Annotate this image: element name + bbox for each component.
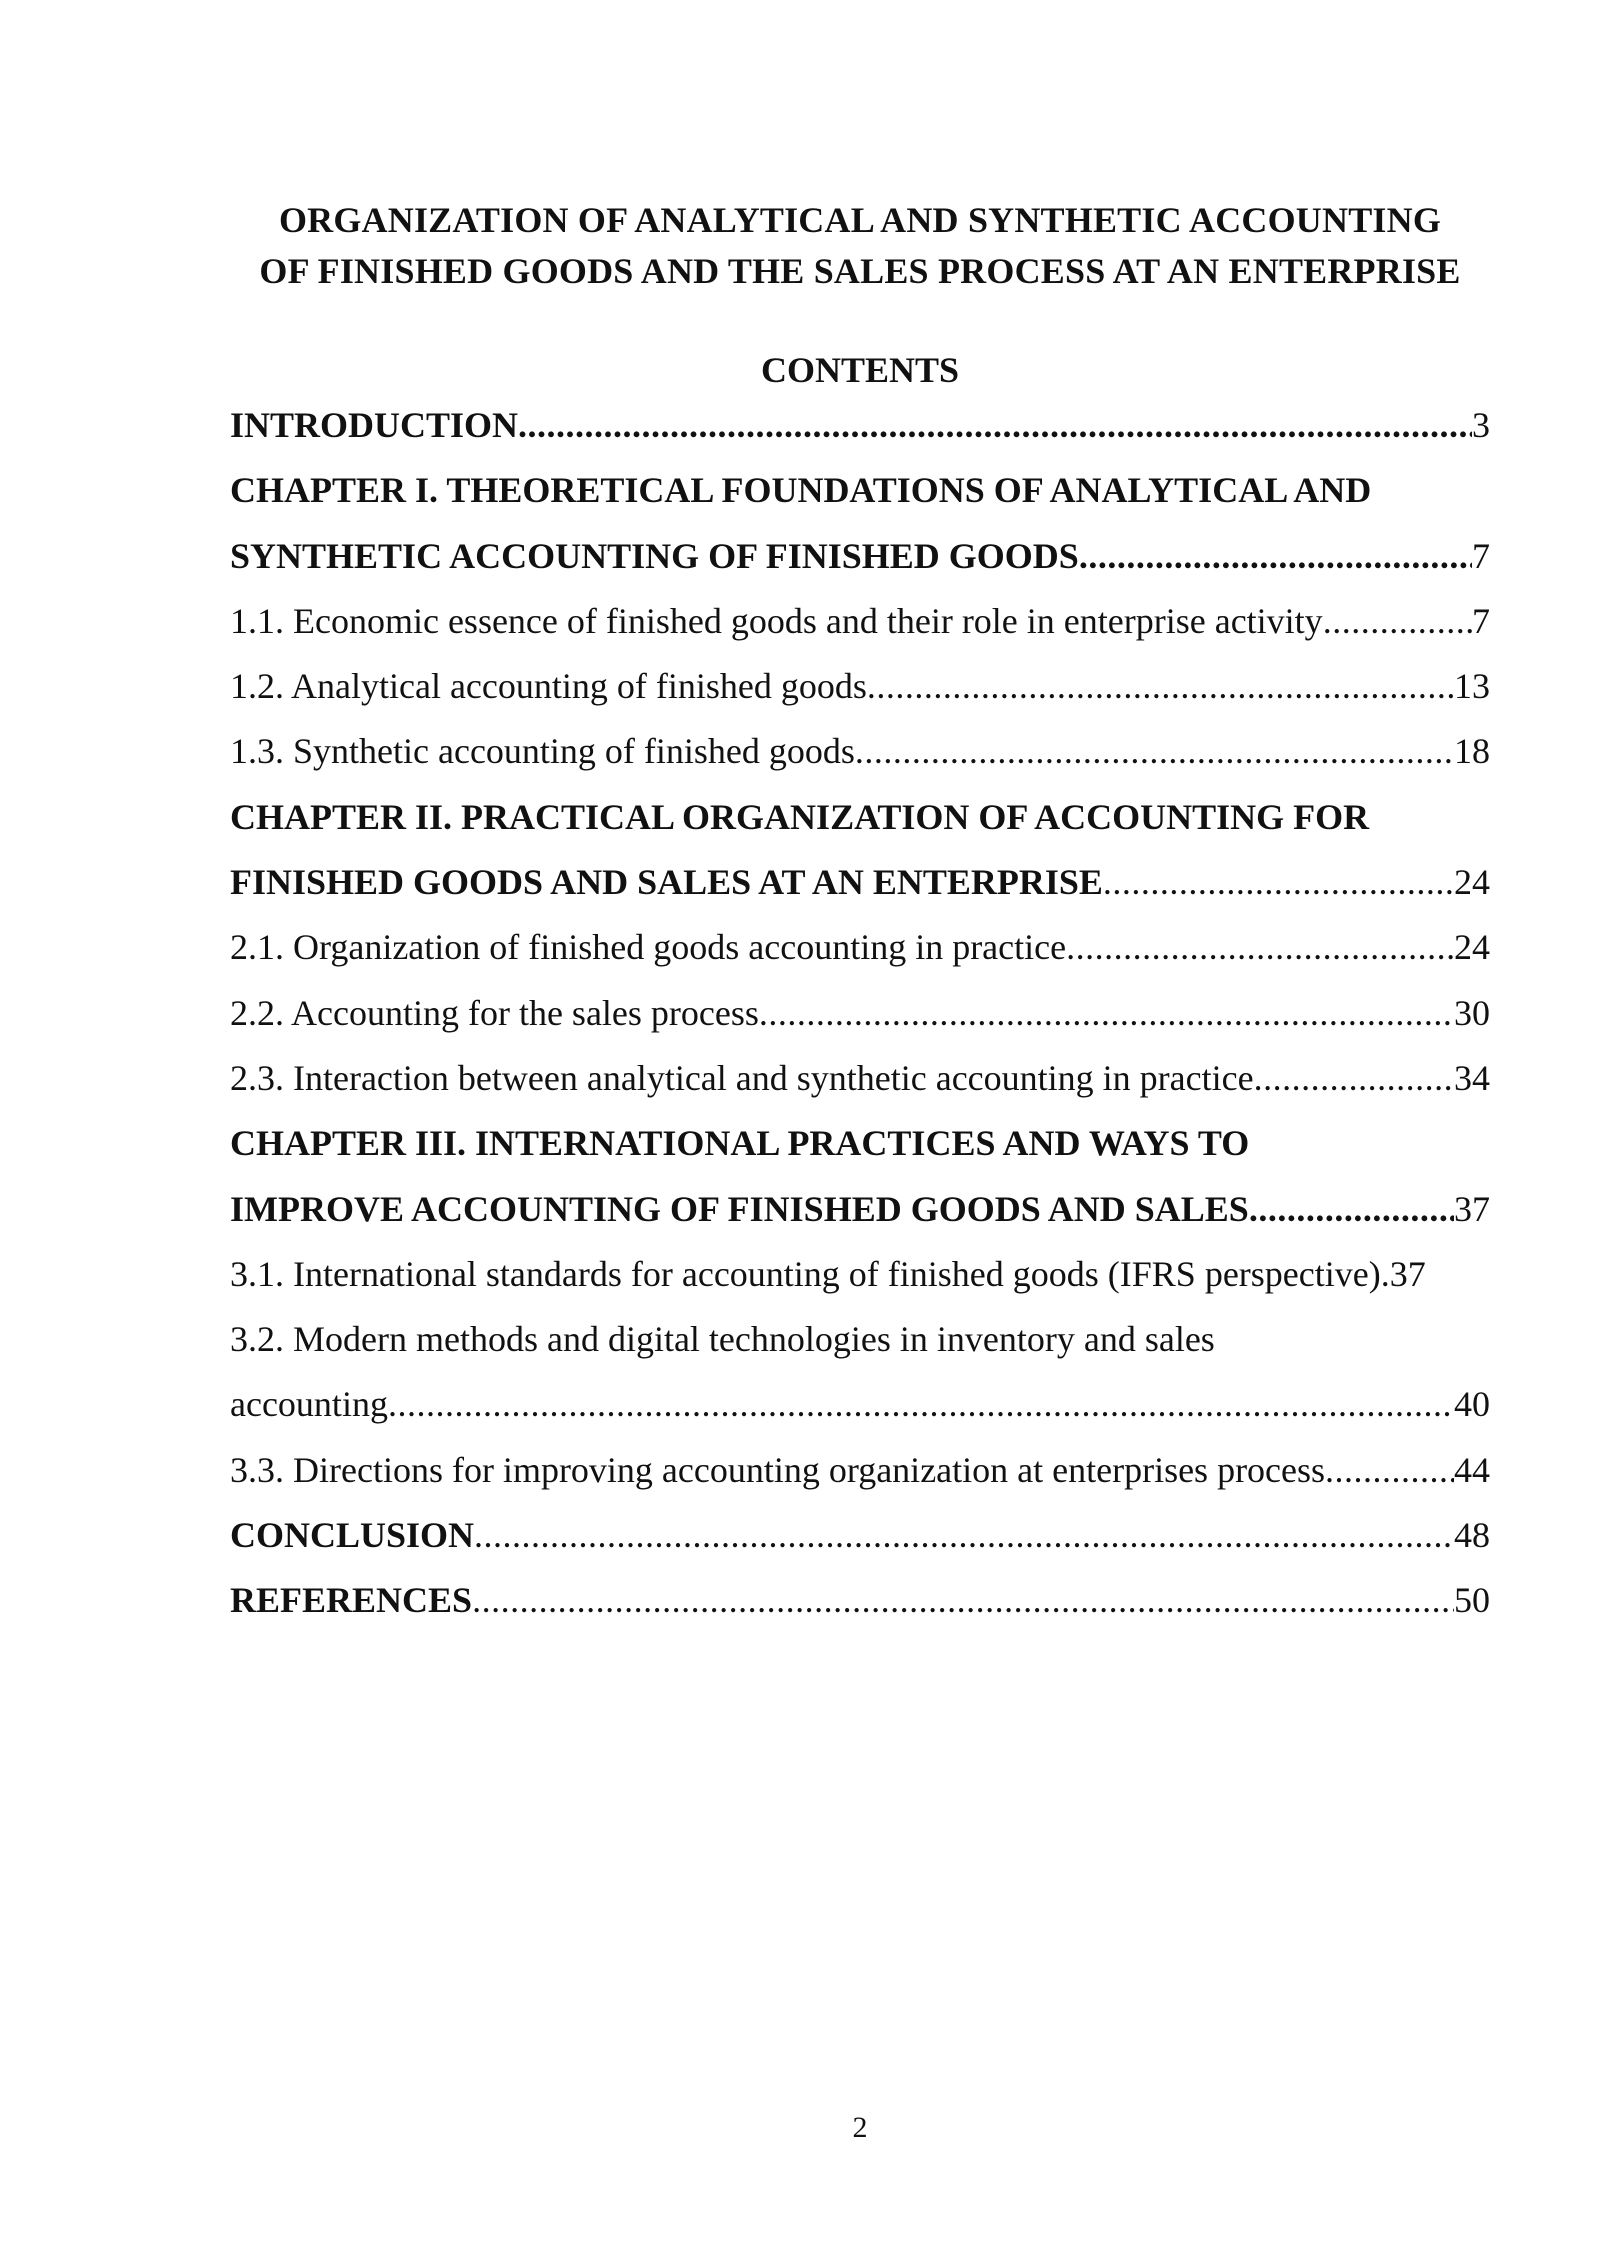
dot-leader <box>1249 1177 1454 1242</box>
document-title-line-2: OF FINISHED GOODS AND THE SALES PROCESS AT AN ENTERPRISE <box>259 251 1461 291</box>
toc-entry-page: 24 <box>1454 927 1490 968</box>
toc-entry-label: 3.3. Directions for improving accounting organization at enterprises process <box>230 1449 1326 1490</box>
dot-leader <box>1323 589 1472 654</box>
toc-entry-chapter-1-line-1[interactable] <box>230 458 1490 523</box>
toc-entry-page: 44 <box>1454 1449 1490 1490</box>
toc-entry-section-2-3[interactable] <box>230 1046 1490 1111</box>
contents-heading: CONTENTS <box>760 350 960 390</box>
toc-entry-section-2-1[interactable] <box>230 915 1490 980</box>
toc-entry-page: 50 <box>1454 1580 1490 1621</box>
toc-entry-chapter-2-line-2[interactable] <box>230 850 1490 915</box>
toc-entry-section-3-3[interactable] <box>230 1438 1490 1503</box>
toc-entry-label: 2.2. Accounting for the sales process <box>230 992 759 1033</box>
dot-leader <box>867 654 1454 719</box>
toc-entry-label: IMPROVE ACCOUNTING OF FINISHED GOODS AND SALES <box>230 1188 1249 1229</box>
toc-entry-label: 1.3. Synthetic accounting of finished goods <box>230 731 855 772</box>
toc-entry-page: 24 <box>1454 862 1490 903</box>
document-title <box>200 195 1520 297</box>
dot-leader <box>388 1372 1454 1437</box>
dot-leader <box>1254 1046 1454 1111</box>
dot-leader <box>855 719 1454 784</box>
toc-entry-page: 7 <box>1472 600 1490 641</box>
toc-entry-section-1-3[interactable] <box>230 719 1490 784</box>
toc-entry-section-3-2-line-2[interactable] <box>230 1372 1490 1437</box>
toc-entry-label: 1.1. Economic essence of finished goods and their role in enterprise activity <box>230 600 1323 641</box>
toc-entry-page: 37 <box>1454 1188 1490 1229</box>
toc-entry-page: 7 <box>1472 535 1490 576</box>
toc-entry-section-1-1[interactable] <box>230 589 1490 654</box>
dot-leader <box>518 393 1472 458</box>
toc-entry-label: CONCLUSION <box>230 1515 475 1556</box>
dot-leader <box>472 1568 1454 1633</box>
toc-entry-page: 37 <box>1389 1253 1426 1294</box>
dot-leader <box>1325 1438 1454 1503</box>
toc-entry-label: accounting <box>230 1384 388 1425</box>
toc-entry-page: 40 <box>1454 1384 1490 1425</box>
table-of-contents <box>230 393 1490 1634</box>
toc-entry-chapter-2-line-1[interactable] <box>230 785 1490 850</box>
toc-entry-label: CHAPTER III. INTERNATIONAL PRACTICES AND WAYS TO <box>230 1123 1250 1164</box>
toc-entry-introduction[interactable] <box>230 393 1490 458</box>
dot-leader <box>1066 915 1454 980</box>
toc-entry-label: FINISHED GOODS AND SALES AT AN ENTERPRISE <box>230 862 1103 903</box>
toc-entry-label: SYNTHETIC ACCOUNTING OF FINISHED GOODS <box>230 535 1079 576</box>
toc-entry-conclusion[interactable] <box>230 1503 1490 1568</box>
toc-entry-label: 1.2. Analytical accounting of finished goods <box>230 666 867 707</box>
dot-leader <box>474 1503 1454 1568</box>
page-number: 2 <box>852 2111 868 2144</box>
dot-leader <box>1079 524 1472 589</box>
toc-entry-label: REFERENCES <box>230 1580 473 1621</box>
toc-entry-page: 30 <box>1454 992 1490 1033</box>
toc-entry-section-1-2[interactable] <box>230 654 1490 719</box>
toc-entry-label: 2.1. Organization of finished goods accounting in practice <box>230 927 1067 968</box>
toc-entry-label: 3.1. International standards for accounting of finished goods (IFRS perspective). <box>230 1253 1390 1294</box>
dot-leader <box>759 981 1454 1046</box>
toc-entry-page: 13 <box>1454 666 1490 707</box>
toc-entry-label: CHAPTER II. PRACTICAL ORGANIZATION OF ACCOUNTING FOR <box>230 796 1370 837</box>
toc-entry-label: 3.2. Modern methods and digital technologies in inventory and sales <box>230 1319 1215 1360</box>
toc-entry-references[interactable] <box>230 1568 1490 1633</box>
document-title-line-1: ORGANIZATION OF ANALYTICAL AND SYNTHETIC ACCOUNTING <box>278 200 1442 240</box>
toc-entry-page: 18 <box>1454 731 1490 772</box>
toc-entry-label: 2.3. Interaction between analytical and synthetic accounting in practice <box>230 1057 1254 1098</box>
toc-entry-section-3-1[interactable] <box>230 1242 1490 1307</box>
toc-entry-chapter-1-line-2[interactable] <box>230 524 1490 589</box>
toc-entry-page: 48 <box>1454 1515 1490 1556</box>
toc-entry-section-2-2[interactable] <box>230 981 1490 1046</box>
toc-entry-chapter-3-line-2[interactable] <box>230 1177 1490 1242</box>
dot-leader <box>1103 850 1454 915</box>
toc-entry-label: INTRODUCTION <box>230 405 519 445</box>
toc-entry-chapter-3-line-1[interactable] <box>230 1111 1490 1176</box>
toc-entry-label: CHAPTER I. THEORETICAL FOUNDATIONS OF ANALYTICAL AND <box>230 470 1372 511</box>
toc-entry-page: 34 <box>1454 1057 1490 1098</box>
toc-entry-section-3-2-line-1[interactable] <box>230 1307 1490 1372</box>
toc-entry-page: 3 <box>1472 405 1490 445</box>
